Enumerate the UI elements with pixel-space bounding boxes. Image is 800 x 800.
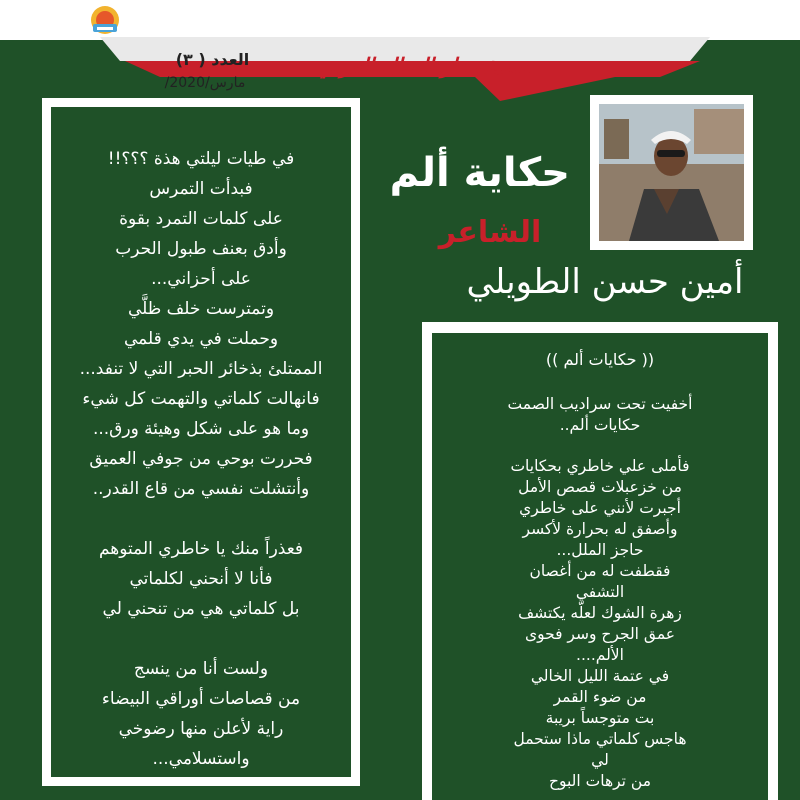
poet-label: الشاعر	[438, 215, 542, 250]
poem-line: وأدق بعنف طبول الحرب	[115, 239, 287, 259]
poem-line: بت متوجساً بريبة	[545, 709, 655, 727]
poem-line: فبدأت التمرس	[149, 179, 253, 199]
poem-line: أجبرت لأنني على خاطري	[519, 499, 681, 517]
poem-line: هاجس كلماتي ماذا ستحمل	[513, 730, 687, 748]
poem-line: حاجز الملل...	[556, 541, 644, 559]
poem-line: أخفيت تحت سراديب الصمت	[507, 395, 693, 413]
right-poem-heading: (( حكايات ألم ))	[545, 350, 655, 369]
newspaper-name: صحيفة دار المنال العزبي	[316, 54, 534, 78]
stanza-break	[51, 624, 351, 654]
poem-line: بل كلماتي هي من تنحني لي	[102, 599, 300, 619]
poem-line: الممتلئ بذخائر الحبر التي لا تنفد...	[79, 359, 323, 379]
poem-line: في عتمة الليل الخالي	[530, 667, 670, 685]
poem-line: واستسلامي...	[152, 749, 250, 769]
poem-line: وأنتشلت نفسي من قاع القدر..	[92, 479, 310, 499]
poem-line: على أحزاني...	[151, 269, 251, 289]
poem-line: من ضوء القمر	[553, 688, 647, 706]
issue-date: مارس/2020/	[164, 75, 246, 91]
poem-line: فأنا لا أنحني لكلماتي	[129, 569, 273, 589]
poem-line: لي	[591, 751, 609, 769]
article-title: حكاية ألم	[389, 150, 570, 196]
poet-photo-frame	[590, 95, 753, 250]
poem-line: حكايات ألم..	[559, 416, 641, 434]
poem-line: ولست أنا من ينسج	[133, 659, 269, 679]
right-poem	[432, 394, 768, 792]
stanza-break	[432, 436, 768, 456]
poem-line: فحررت بوحي من جوفي العميق	[89, 449, 313, 469]
poem-line: وأصفق له بحرارة لأكسر	[522, 520, 678, 538]
issue-label: العدد ( ٣)	[175, 50, 250, 69]
poem-line: وحملت في يدي قلمي	[123, 329, 279, 349]
poem-line: التشفي	[575, 583, 625, 601]
poet-photo	[599, 104, 744, 241]
poem-line: وتمترست خلف ظلَّي	[127, 299, 275, 319]
poem-line: في طيات ليلتي هذة ؟؟؟!!	[107, 149, 295, 169]
poem-line: فأملى علي خاطري بحكايات	[510, 457, 690, 475]
poem-line: راية لأعلن منها رضوخي	[118, 719, 284, 739]
poem-line: الألم....	[576, 646, 624, 664]
poem-line: فعذراً منك يا خاطري المتوهم	[98, 539, 304, 559]
stanza-break	[51, 504, 351, 534]
logo-icon	[85, 4, 125, 38]
poem-line: عمق الجرح وسر فحوى	[524, 625, 676, 643]
poem-line: وما هو على شكل وهيئة ورق...	[92, 419, 310, 439]
poem-line: فقطفت له من أغصان	[529, 562, 671, 580]
poet-name: أمين حسن الطويلي	[466, 262, 744, 302]
poem-line: على كلمات التمرد بقوة	[119, 209, 283, 229]
poem-line: من قصاصات أوراقي البيضاء	[101, 689, 301, 709]
poem-line: زهرة الشوك لعلّه يكتشف	[518, 604, 682, 622]
poem-line: من ترهات البوح	[548, 772, 652, 790]
poem-line: فانهالت كلماتي والتهمت كل شيء	[82, 389, 320, 409]
poem-line: من خزعبلات قصص الأمل	[518, 478, 682, 496]
left-poem	[51, 144, 351, 774]
